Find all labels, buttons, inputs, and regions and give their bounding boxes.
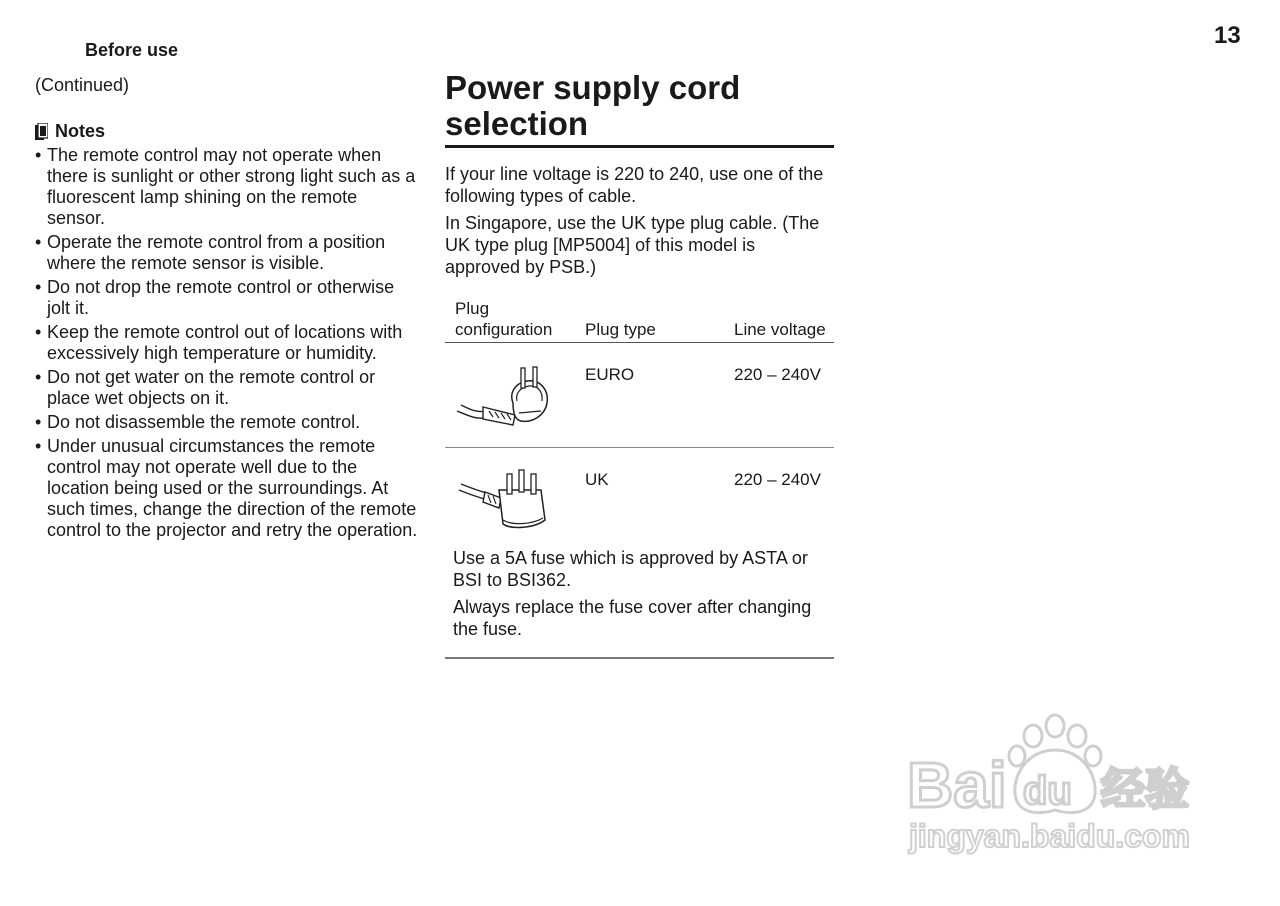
table-row [445, 448, 834, 552]
page-number: 13 [1214, 22, 1241, 49]
watermark-brand-latin: Bai [907, 749, 1007, 821]
notes-heading-label: Notes [55, 121, 106, 141]
plug-table [445, 297, 834, 552]
plug-type: UK [585, 470, 609, 489]
notes-list [35, 145, 420, 544]
watermark-brand-paw-text: du [1023, 769, 1072, 813]
notes-heading [35, 121, 105, 142]
line-voltage: 220 – 240V [734, 365, 821, 384]
note-item: • Do not get water on the remote control or place wet objects on it. [35, 367, 420, 409]
note-item: • Under unusual circumstances the remote control may not operate well due to the location being used or the surroundings. At such times, change the direction of the remote control to the projector and retry the operation. [35, 436, 420, 541]
note-item: • Operate the remote control from a position where the remote sensor is visible. [35, 232, 420, 274]
section-title: Power supply cord selection [445, 70, 834, 148]
fuse-paragraph: Always replace the fuse cover after changing the fuse. [453, 597, 812, 639]
table-header-row [445, 297, 834, 343]
section-tab: Before use [85, 40, 179, 60]
fuse-paragraph: Use a 5A fuse which is approved by ASTA or BSI to BSI362. [453, 548, 808, 590]
note-item: • The remote control may not operate when there is sunlight or other strong light such as a fluorescent lamp shining on the remote sensor. [35, 145, 420, 229]
header-plug-configuration: Plug configuration [455, 299, 553, 339]
header-plug-type: Plug type [585, 320, 656, 339]
baidu-watermark [905, 712, 1205, 862]
uk-plug-icon [455, 468, 550, 533]
watermark-url: jingyan.baidu.com [909, 818, 1190, 854]
table-row [445, 343, 834, 448]
note-item: • Do not disassemble the remote control. [35, 412, 420, 433]
note-item: • Do not drop the remote control or otherwise jolt it. [35, 277, 420, 319]
intro-paragraph: If your line voltage is 220 to 240, use one of the following types of cable. [445, 164, 824, 206]
line-voltage: 220 – 240V [734, 470, 821, 489]
watermark-brand-cn: 经验 [1101, 765, 1189, 814]
euro-plug-icon [455, 363, 550, 428]
section-bottom-rule [445, 657, 834, 659]
power-cord-section [445, 70, 834, 283]
intro-paragraph: In Singapore, use the UK type plug cable. (The UK type plug [MP5004] of this model is approved by PSB.) [445, 213, 820, 277]
plug-type: EURO [585, 365, 635, 384]
intro-text [445, 163, 834, 278]
fuse-notes [453, 547, 833, 645]
notes-icon [35, 123, 48, 140]
note-item: • Keep the remote control out of locations with excessively high temperature or humidity. [35, 322, 420, 364]
header-line-voltage: Line voltage [734, 320, 826, 339]
continued-label: (Continued) [35, 75, 130, 95]
